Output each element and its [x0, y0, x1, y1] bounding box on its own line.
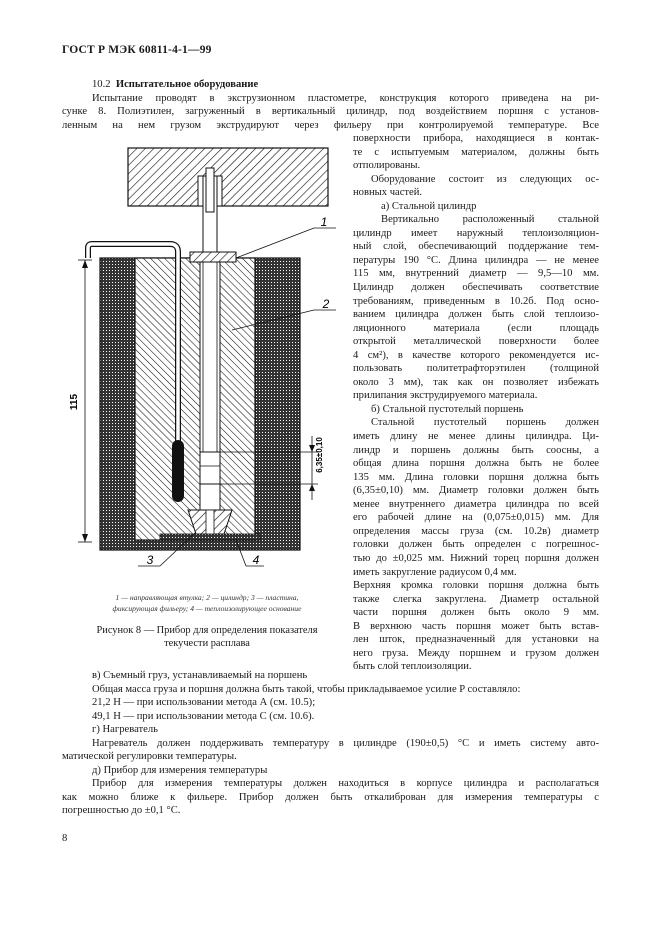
bottom-line: г) Нагреватель	[92, 724, 158, 736]
rc-line: открытой металлической поверхности более	[353, 336, 599, 348]
rc-line: (6,35±0,10) мм. Диаметр головки должен быть	[353, 485, 599, 497]
rc-line: Оборудование состоит из следующих ос-	[371, 173, 599, 185]
bottom-line: Общая масса груза и поршня должна быть такой, чтобы прикладываемое усилие P составляло:	[92, 683, 521, 695]
rc-subheading-b: б) Стальной пустотелый поршень	[371, 403, 524, 415]
rc-line: Стальной пустотелый поршень должен	[371, 417, 599, 429]
bottom-line: погрешностью до ±0,1 °С.	[62, 805, 181, 817]
document-header: ГОСТ Р МЭК 60811-4-1—99	[62, 44, 212, 56]
rc-line: ляционного материала (если площадь	[353, 322, 599, 334]
callout-2: 2	[322, 297, 330, 311]
figure-caption-line-1: Рисунок 8 — Прибор для определения показателя	[96, 625, 318, 636]
steel-cylinder	[135, 258, 255, 540]
rc-line: новных частей.	[353, 187, 423, 199]
thermometer-bulb	[172, 440, 184, 502]
figure-caption	[62, 624, 352, 650]
rc-line: Цилиндр должен обеспечивать соответствие	[353, 282, 599, 294]
figure-caption-line-2: текучести расплава	[164, 638, 250, 649]
guide-sleeve	[190, 252, 236, 262]
figure-legend-line-2: фиксирующая фильеру; 4 — теплоизолирующее основание	[112, 604, 302, 613]
rc-line: пературы 190 °С. Длина цилиндра — не менее	[353, 254, 599, 266]
rc-line: Верхняя кромка головки поршня должна быть	[353, 580, 599, 592]
rc-line: 115 мм, внутренний диаметр — 9,5—10 мм.	[353, 268, 599, 280]
rc-line: те с испытуемым материалом, должны быть	[353, 146, 599, 158]
rc-line: Вертикально расположенный стальной	[381, 214, 599, 226]
rc-line: линдр и поршень должны быть соосны, а	[353, 444, 599, 456]
rc-line: лен шток, предназначенный для установки на	[353, 634, 599, 646]
insulating-base	[160, 534, 260, 540]
extrusion-plastometer-figure	[60, 140, 350, 580]
rc-line: общая длина поршня должна быть не более	[353, 458, 599, 470]
rc-line: определения массы груза (см. 10.2в) диаметр	[353, 525, 599, 537]
rc-line: 135 мм. Длина головки поршня должна быть	[353, 471, 599, 483]
bottom-line: 21,2 Н — при использовании метода А (см. 10.5);	[92, 697, 316, 709]
rc-subheading-a: а) Стальной цилиндр	[381, 200, 477, 212]
bottom-line: матической регулировки температуры.	[62, 751, 237, 763]
rc-line: требованиям, приведенным в 10.2б. Под осно-	[353, 295, 599, 307]
right-column	[353, 132, 599, 674]
callout-4: 4	[252, 553, 260, 567]
callout-3: 3	[146, 553, 154, 567]
intro-line-2: сунке 8. Полиэтилен, загруженный в вертикальный цилиндр, под воздействием поршня с установ-	[62, 106, 599, 117]
callout-line-1	[236, 228, 314, 258]
figure-legend	[62, 592, 352, 614]
rc-line: тью до ±0,025 мм. Нижний торец поршня должен	[353, 552, 599, 564]
bottom-line: в) Съемный груз, устанавливаемый на поршень	[92, 670, 308, 681]
piston-body	[203, 262, 217, 452]
callout-1: 1	[320, 215, 328, 229]
bottom-line: как можно ближе к фильере. Прибор должен быть откалиброван для измерения температуры с	[62, 791, 599, 803]
die-orifice	[206, 510, 214, 536]
rc-line: поверхности прибора, находящиеся в контак-	[353, 133, 599, 144]
bottom-line: 49,1 Н — при использовании метода С (см. 10.6).	[92, 710, 315, 722]
rc-line: отполированы.	[353, 160, 421, 172]
rc-line: также слегка закруглена. Диаметр остальной	[353, 593, 599, 605]
rc-line: 4 см²), в качестве которого рекомендуется ис-	[353, 349, 599, 361]
bottom-text	[62, 669, 599, 818]
rc-line: ванием цилиндра должен быть слой теплоизо-	[353, 309, 599, 321]
rc-line: около 3 мм), так как он позволяет избежать	[353, 376, 599, 388]
rc-line: прилипания экструдируемого материала.	[353, 390, 538, 402]
rc-line: головки должен быть определен с погрешнос-	[353, 539, 599, 551]
rc-line: иметь закругление радиусом 0,4 мм.	[353, 566, 517, 578]
bottom-line: д) Прибор для измерения температуры	[92, 764, 268, 776]
page-number: 8	[62, 833, 68, 844]
rc-line: его рабочей длине на (0,075±0,015) мм. Для	[353, 512, 599, 524]
rc-line: иметь длину не менее длины цилиндра. Ци-	[353, 431, 599, 443]
weight-block	[128, 148, 328, 206]
rc-line: цилиндр имеет наружный теплоизоляцион-	[353, 227, 599, 239]
section-title: Испытательное оборудование	[115, 79, 259, 90]
rc-line: быть слой теплоизоляции.	[353, 661, 472, 673]
rc-line: пользовать политетрафторэтилен (толщиной	[353, 363, 599, 375]
rc-line: В верхнюю часть поршня может быть встав-	[353, 620, 599, 632]
section-number: 10.2	[92, 79, 111, 90]
rc-line: ный слой, обеспечивающий поддержание тем-	[353, 241, 599, 253]
rc-line: него груза. Между поршнем и грузом должен	[353, 647, 599, 659]
piston-head	[200, 452, 220, 484]
dimension-label-head: 6,35±0,10	[315, 437, 324, 473]
piston-stem	[206, 168, 214, 212]
intro-line-1: Испытание проводят в экструзионном пластометре, конструкция которого приведена на ри-	[92, 93, 599, 104]
bottom-line: Прибор для измерения температуры должен находиться в корпусе цилиндра и располагаться	[92, 778, 599, 790]
dimension-label-115: 115	[69, 393, 80, 411]
section-heading	[92, 78, 258, 92]
rc-line: части поршня должен быть около 9 мм.	[353, 607, 599, 619]
rc-line: менее внутреннего диаметра цилиндра по всей	[353, 498, 599, 510]
bottom-line: Нагреватель должен поддерживать температуру в цилиндре (190±0,5) °С и иметь систему авто-	[92, 737, 599, 749]
intro-line-3: ленным на нем грузом экструдируют через фильеру при контролируемой температуре. Все	[62, 120, 599, 131]
figure-legend-line-1: 1 — направляющая втулка; 2 — цилиндр; 3 — пластина,	[115, 593, 299, 602]
